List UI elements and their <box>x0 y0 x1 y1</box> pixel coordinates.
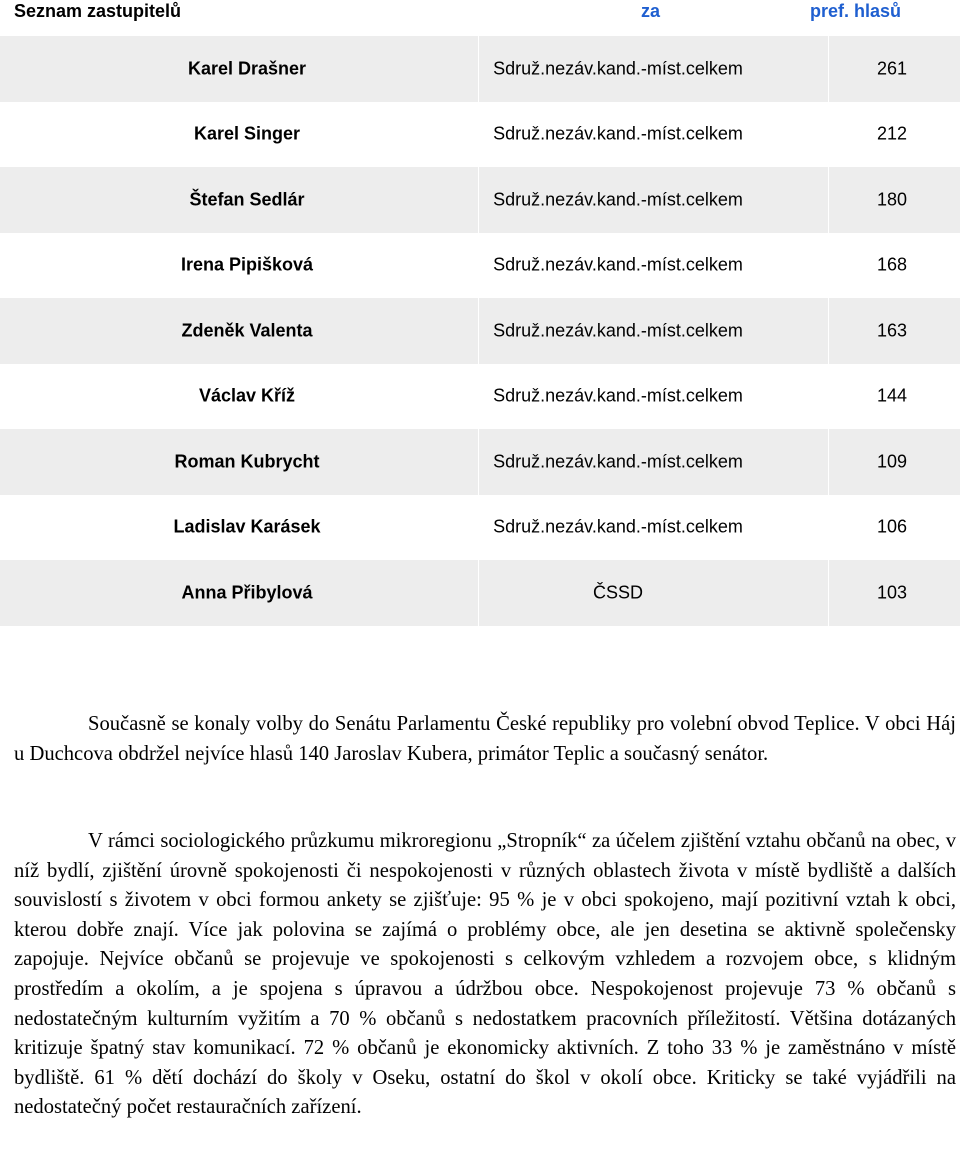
table-row <box>0 233 960 299</box>
column-header-party: za <box>641 1 661 21</box>
name-cell: Štefan Sedlár <box>189 189 305 210</box>
table-row <box>0 36 960 102</box>
name-cell: Václav Kříž <box>198 385 296 406</box>
name-cell: Irena Pipišková <box>180 254 314 275</box>
table-row <box>0 298 960 364</box>
name-cell: Karel Singer <box>193 123 301 144</box>
column-header-votes: pref. hlasů <box>810 1 902 21</box>
senate-elections-text: Současně se konaly volby do Senátu Parlamentu České republiky pro volební obvod Teplice. V obci Háj u Duchcova obdržel nejvíce hlasů 140 Jaroslav Kubera, primátor Teplic a současný senátor. <box>14 713 956 765</box>
name-cell: Anna Přibylová <box>181 582 313 603</box>
name-cell: Zdeněk Valenta <box>181 320 313 341</box>
party-cell: Sdruž.nezáv.kand.-míst.celkem <box>493 516 743 537</box>
votes-cell: 261 <box>876 58 908 79</box>
table-header <box>0 0 960 22</box>
table-title: Seznam zastupitelů <box>14 1 182 21</box>
party-cell: Sdruž.nezáv.kand.-míst.celkem <box>493 385 743 406</box>
votes-cell: 212 <box>876 123 908 144</box>
table-row <box>0 429 960 495</box>
table-row <box>0 102 960 168</box>
representatives-table <box>0 36 960 626</box>
votes-cell: 109 <box>876 451 908 472</box>
table-row <box>0 560 960 626</box>
sociological-survey-text: V rámci sociologického průzkumu mikroregionu „Stropník“ za účelem zjištění vztahu občanů na obec, v níž bydlí, zjištění úrovně spokojenosti či nespokojenosti v různých oblastech života v místě bydliště a dalších souvislostí s životem v obci formou ankety se zjišťuje: 95 % je v obci spokojeno, mají pozitivní vztah k obci, kterou dobře znají. Více jak polovina se zajímá o problémy obce, ale jen desetina se aktivně společensky zapojuje. Nejvíce občanů se projevuje ve spokojenosti s celkovým vzhledem a rozvojem obce, s klidným prostředím a okolím, a je spojena s úpravou a údržbou obce. Nespokojenost projevuje 73 % občanů s nedostatečným kulturním vyžitím a 70 % občanů s nedostatkem pracovních příležitostí. Většina dotázaných kritizuje špatný stav komunikací. 72 % občanů je ekonomicky aktivních. Z toho 33 % je zaměstnáno v místě bydliště. 61 % dětí dochází do školy v Oseku, ostatní do škol v okolí obce. Kriticky se také vyjádřili na nedostatečný počet restauračních zařízení. <box>14 830 956 1119</box>
party-cell: Sdruž.nezáv.kand.-míst.celkem <box>493 254 743 275</box>
party-cell: ČSSD <box>592 582 643 603</box>
votes-cell: 163 <box>876 320 908 341</box>
party-cell: Sdruž.nezáv.kand.-míst.celkem <box>493 58 743 79</box>
sociological-survey-paragraph <box>14 827 956 1123</box>
name-cell: Roman Kubrycht <box>174 451 320 472</box>
party-cell: Sdruž.nezáv.kand.-míst.celkem <box>493 320 743 341</box>
party-cell: Sdruž.nezáv.kand.-míst.celkem <box>493 451 743 472</box>
votes-cell: 144 <box>876 385 908 406</box>
senate-elections-paragraph <box>14 710 956 769</box>
name-cell: Karel Drašner <box>187 58 307 79</box>
party-cell: Sdruž.nezáv.kand.-míst.celkem <box>493 189 743 210</box>
table-row <box>0 495 960 561</box>
table-row <box>0 167 960 233</box>
votes-cell: 106 <box>876 516 908 537</box>
name-cell: Ladislav Karásek <box>173 516 321 537</box>
party-cell: Sdruž.nezáv.kand.-míst.celkem <box>493 123 743 144</box>
votes-cell: 103 <box>876 582 908 603</box>
votes-cell: 168 <box>876 254 908 275</box>
table-row <box>0 364 960 430</box>
votes-cell: 180 <box>876 189 908 210</box>
